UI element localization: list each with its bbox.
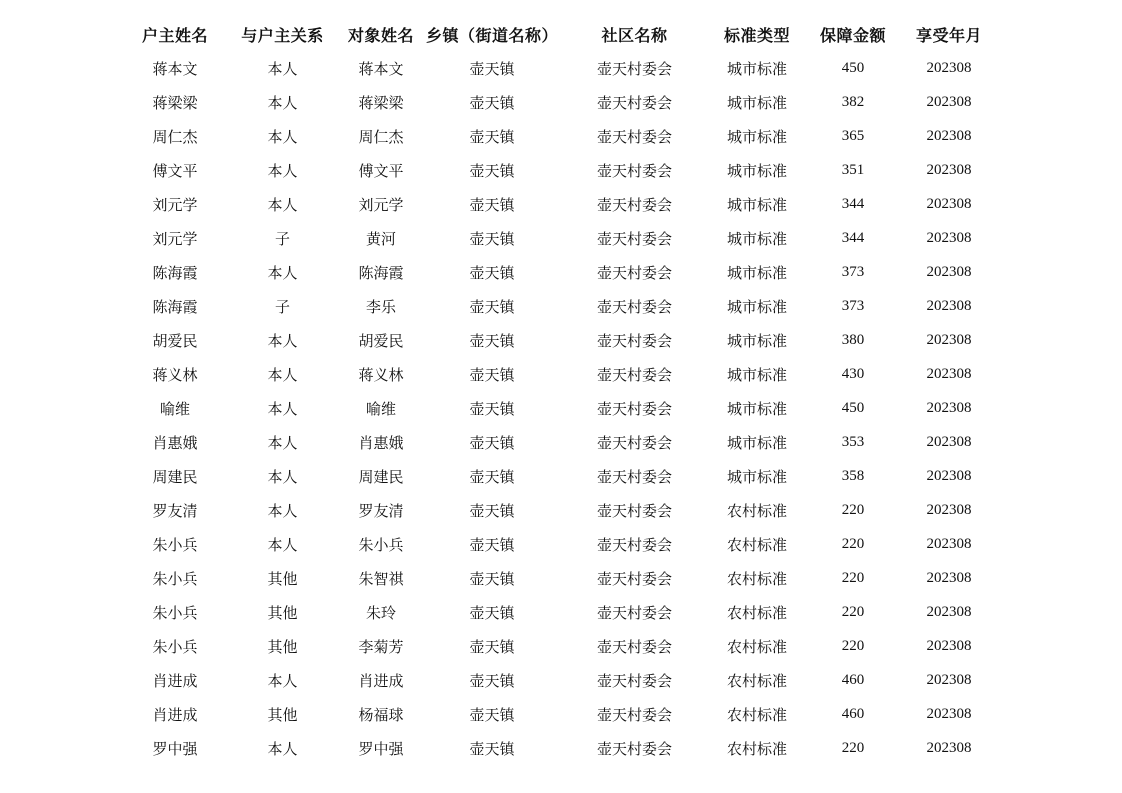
standard-type-cell: 农村标准 bbox=[726, 637, 787, 656]
period-cell: 202308 bbox=[926, 739, 972, 756]
relationship-cell: 子 bbox=[274, 229, 290, 248]
relationship-cell: 本人 bbox=[267, 59, 298, 78]
table-row bbox=[125, 289, 999, 323]
period-cell: 202308 bbox=[926, 637, 972, 654]
recipient-name-cell: 蒋义林 bbox=[358, 365, 404, 384]
period-cell: 202308 bbox=[926, 161, 972, 178]
community-cell: 壶天村委会 bbox=[596, 569, 672, 588]
assistance-table bbox=[125, 17, 999, 765]
recipient-name-cell: 罗中强 bbox=[358, 739, 404, 758]
township-cell: 壶天镇 bbox=[469, 603, 515, 622]
community-cell: 壶天村委会 bbox=[596, 603, 672, 622]
table-row bbox=[125, 323, 999, 357]
township-cell: 壶天镇 bbox=[469, 399, 515, 418]
township-cell: 壶天镇 bbox=[469, 365, 515, 384]
recipient-name-cell: 杨福球 bbox=[358, 705, 404, 724]
household-head-cell: 肖惠娥 bbox=[152, 433, 198, 452]
recipient-name-cell: 傅文平 bbox=[358, 161, 404, 180]
township-cell: 壶天镇 bbox=[469, 297, 515, 316]
period-cell: 202308 bbox=[926, 535, 972, 552]
township-cell: 壶天镇 bbox=[469, 637, 515, 656]
table-row bbox=[125, 493, 999, 527]
household-head-cell: 傅文平 bbox=[152, 161, 198, 180]
recipient-name-cell: 肖惠娥 bbox=[358, 433, 404, 452]
period-cell: 202308 bbox=[926, 467, 972, 484]
community-cell: 壶天村委会 bbox=[596, 399, 672, 418]
amount-cell: 358 bbox=[841, 467, 865, 484]
recipient-name-cell: 蒋梁梁 bbox=[358, 93, 404, 112]
township-cell: 壶天镇 bbox=[469, 705, 515, 724]
relationship-cell: 本人 bbox=[267, 331, 298, 350]
township-cell: 壶天镇 bbox=[469, 671, 515, 690]
standard-type-cell: 农村标准 bbox=[726, 739, 787, 758]
recipient-name-cell: 李乐 bbox=[365, 297, 396, 316]
amount-cell: 220 bbox=[841, 637, 865, 654]
table-header-row bbox=[125, 17, 999, 51]
standard-type-cell: 城市标准 bbox=[726, 467, 787, 486]
amount-cell: 344 bbox=[841, 195, 865, 212]
table-row bbox=[125, 629, 999, 663]
standard-type-cell: 城市标准 bbox=[726, 399, 787, 418]
period-cell: 202308 bbox=[926, 603, 972, 620]
table-row bbox=[125, 459, 999, 493]
recipient-name-cell: 喻维 bbox=[365, 399, 396, 418]
table-row bbox=[125, 221, 999, 255]
standard-type-cell: 城市标准 bbox=[726, 229, 787, 248]
household-head-cell: 胡爱民 bbox=[152, 331, 198, 350]
township-cell: 壶天镇 bbox=[469, 331, 515, 350]
community-cell: 壶天村委会 bbox=[596, 297, 672, 316]
relationship-cell: 本人 bbox=[267, 399, 298, 418]
header-amount: 保障金额 bbox=[819, 25, 886, 45]
recipient-name-cell: 陈海霞 bbox=[358, 263, 404, 282]
amount-cell: 220 bbox=[841, 603, 865, 620]
table-body bbox=[125, 51, 999, 765]
recipient-name-cell: 蒋本文 bbox=[358, 59, 404, 78]
period-cell: 202308 bbox=[926, 195, 972, 212]
standard-type-cell: 城市标准 bbox=[726, 93, 787, 112]
standard-type-cell: 农村标准 bbox=[726, 671, 787, 690]
period-cell: 202308 bbox=[926, 399, 972, 416]
amount-cell: 373 bbox=[841, 263, 865, 280]
community-cell: 壶天村委会 bbox=[596, 59, 672, 78]
table-row bbox=[125, 51, 999, 85]
township-cell: 壶天镇 bbox=[469, 127, 515, 146]
recipient-name-cell: 胡爱民 bbox=[358, 331, 404, 350]
community-cell: 壶天村委会 bbox=[596, 467, 672, 486]
community-cell: 壶天村委会 bbox=[596, 161, 672, 180]
table-row bbox=[125, 527, 999, 561]
household-head-cell: 朱小兵 bbox=[152, 535, 198, 554]
household-head-cell: 肖进成 bbox=[152, 705, 198, 724]
recipient-name-cell: 罗友清 bbox=[358, 501, 404, 520]
standard-type-cell: 城市标准 bbox=[726, 433, 787, 452]
period-cell: 202308 bbox=[926, 569, 972, 586]
recipient-name-cell: 朱小兵 bbox=[358, 535, 404, 554]
household-head-cell: 陈海霞 bbox=[152, 263, 198, 282]
amount-cell: 220 bbox=[841, 569, 865, 586]
community-cell: 壶天村委会 bbox=[596, 93, 672, 112]
standard-type-cell: 城市标准 bbox=[726, 331, 787, 350]
table-row bbox=[125, 561, 999, 595]
relationship-cell: 本人 bbox=[267, 671, 298, 690]
period-cell: 202308 bbox=[926, 93, 972, 110]
header-recipient-name: 对象姓名 bbox=[347, 25, 414, 45]
amount-cell: 220 bbox=[841, 739, 865, 756]
amount-cell: 365 bbox=[841, 127, 865, 144]
amount-cell: 380 bbox=[841, 331, 865, 348]
community-cell: 壶天村委会 bbox=[596, 229, 672, 248]
household-head-cell: 刘元学 bbox=[152, 229, 198, 248]
community-cell: 壶天村委会 bbox=[596, 263, 672, 282]
household-head-cell: 罗中强 bbox=[152, 739, 198, 758]
table-row bbox=[125, 697, 999, 731]
recipient-name-cell: 周仁杰 bbox=[358, 127, 404, 146]
household-head-cell: 喻维 bbox=[159, 399, 190, 418]
relationship-cell: 本人 bbox=[267, 433, 298, 452]
header-standard-type: 标准类型 bbox=[723, 25, 790, 45]
relationship-cell: 本人 bbox=[267, 263, 298, 282]
household-head-cell: 朱小兵 bbox=[152, 637, 198, 656]
header-period: 享受年月 bbox=[915, 25, 982, 45]
table-row bbox=[125, 153, 999, 187]
header-relationship: 与户主关系 bbox=[241, 25, 324, 45]
amount-cell: 450 bbox=[841, 59, 865, 76]
township-cell: 壶天镇 bbox=[469, 569, 515, 588]
period-cell: 202308 bbox=[926, 229, 972, 246]
period-cell: 202308 bbox=[926, 297, 972, 314]
table-row bbox=[125, 85, 999, 119]
period-cell: 202308 bbox=[926, 705, 972, 722]
amount-cell: 382 bbox=[841, 93, 865, 110]
amount-cell: 220 bbox=[841, 535, 865, 552]
recipient-name-cell: 朱玲 bbox=[365, 603, 396, 622]
standard-type-cell: 农村标准 bbox=[726, 569, 787, 588]
community-cell: 壶天村委会 bbox=[596, 331, 672, 350]
table-row bbox=[125, 731, 999, 765]
recipient-name-cell: 肖进成 bbox=[358, 671, 404, 690]
township-cell: 壶天镇 bbox=[469, 433, 515, 452]
township-cell: 壶天镇 bbox=[469, 195, 515, 214]
amount-cell: 351 bbox=[841, 161, 865, 178]
standard-type-cell: 城市标准 bbox=[726, 195, 787, 214]
period-cell: 202308 bbox=[926, 331, 972, 348]
community-cell: 壶天村委会 bbox=[596, 127, 672, 146]
household-head-cell: 蒋本文 bbox=[152, 59, 198, 78]
recipient-name-cell: 刘元学 bbox=[358, 195, 404, 214]
relationship-cell: 本人 bbox=[267, 501, 298, 520]
relationship-cell: 本人 bbox=[267, 739, 298, 758]
period-cell: 202308 bbox=[926, 433, 972, 450]
household-head-cell: 蒋义林 bbox=[152, 365, 198, 384]
community-cell: 壶天村委会 bbox=[596, 535, 672, 554]
amount-cell: 460 bbox=[841, 705, 865, 722]
header-community: 社区名称 bbox=[601, 25, 668, 45]
relationship-cell: 本人 bbox=[267, 195, 298, 214]
standard-type-cell: 农村标准 bbox=[726, 535, 787, 554]
standard-type-cell: 农村标准 bbox=[726, 705, 787, 724]
community-cell: 壶天村委会 bbox=[596, 501, 672, 520]
household-head-cell: 刘元学 bbox=[152, 195, 198, 214]
community-cell: 壶天村委会 bbox=[596, 637, 672, 656]
community-cell: 壶天村委会 bbox=[596, 195, 672, 214]
amount-cell: 450 bbox=[841, 399, 865, 416]
table-row bbox=[125, 357, 999, 391]
amount-cell: 344 bbox=[841, 229, 865, 246]
period-cell: 202308 bbox=[926, 365, 972, 382]
township-cell: 壶天镇 bbox=[469, 501, 515, 520]
relationship-cell: 本人 bbox=[267, 535, 298, 554]
period-cell: 202308 bbox=[926, 59, 972, 76]
standard-type-cell: 农村标准 bbox=[726, 501, 787, 520]
standard-type-cell: 城市标准 bbox=[726, 127, 787, 146]
community-cell: 壶天村委会 bbox=[596, 365, 672, 384]
table-row bbox=[125, 187, 999, 221]
household-head-cell: 蒋梁梁 bbox=[152, 93, 198, 112]
table-row bbox=[125, 663, 999, 697]
relationship-cell: 其他 bbox=[267, 603, 298, 622]
standard-type-cell: 城市标准 bbox=[726, 297, 787, 316]
township-cell: 壶天镇 bbox=[469, 739, 515, 758]
household-head-cell: 肖进成 bbox=[152, 671, 198, 690]
township-cell: 壶天镇 bbox=[469, 229, 515, 248]
relationship-cell: 本人 bbox=[267, 127, 298, 146]
household-head-cell: 罗友清 bbox=[152, 501, 198, 520]
recipient-name-cell: 朱智祺 bbox=[358, 569, 404, 588]
community-cell: 壶天村委会 bbox=[596, 739, 672, 758]
household-head-cell: 周仁杰 bbox=[152, 127, 198, 146]
recipient-name-cell: 周建民 bbox=[358, 467, 404, 486]
community-cell: 壶天村委会 bbox=[596, 705, 672, 724]
amount-cell: 353 bbox=[841, 433, 865, 450]
table-row bbox=[125, 425, 999, 459]
household-head-cell: 朱小兵 bbox=[152, 603, 198, 622]
relationship-cell: 本人 bbox=[267, 365, 298, 384]
header-township: 乡镇（街道名称） bbox=[425, 25, 558, 45]
standard-type-cell: 农村标准 bbox=[726, 603, 787, 622]
township-cell: 壶天镇 bbox=[469, 535, 515, 554]
amount-cell: 430 bbox=[841, 365, 865, 382]
standard-type-cell: 城市标准 bbox=[726, 263, 787, 282]
relationship-cell: 本人 bbox=[267, 161, 298, 180]
header-household-head: 户主姓名 bbox=[141, 25, 208, 45]
standard-type-cell: 城市标准 bbox=[726, 365, 787, 384]
amount-cell: 220 bbox=[841, 501, 865, 518]
township-cell: 壶天镇 bbox=[469, 467, 515, 486]
standard-type-cell: 城市标准 bbox=[726, 161, 787, 180]
household-head-cell: 陈海霞 bbox=[152, 297, 198, 316]
recipient-name-cell: 李菊芳 bbox=[358, 637, 404, 656]
amount-cell: 373 bbox=[841, 297, 865, 314]
community-cell: 壶天村委会 bbox=[596, 433, 672, 452]
relationship-cell: 其他 bbox=[267, 705, 298, 724]
community-cell: 壶天村委会 bbox=[596, 671, 672, 690]
period-cell: 202308 bbox=[926, 127, 972, 144]
relationship-cell: 本人 bbox=[267, 467, 298, 486]
township-cell: 壶天镇 bbox=[469, 263, 515, 282]
period-cell: 202308 bbox=[926, 263, 972, 280]
relationship-cell: 本人 bbox=[267, 93, 298, 112]
township-cell: 壶天镇 bbox=[469, 161, 515, 180]
household-head-cell: 周建民 bbox=[152, 467, 198, 486]
table-row bbox=[125, 255, 999, 289]
recipient-name-cell: 黄河 bbox=[365, 229, 396, 248]
household-head-cell: 朱小兵 bbox=[152, 569, 198, 588]
relationship-cell: 其他 bbox=[267, 569, 298, 588]
period-cell: 202308 bbox=[926, 501, 972, 518]
standard-type-cell: 城市标准 bbox=[726, 59, 787, 78]
relationship-cell: 子 bbox=[274, 297, 290, 316]
township-cell: 壶天镇 bbox=[469, 59, 515, 78]
period-cell: 202308 bbox=[926, 671, 972, 688]
township-cell: 壶天镇 bbox=[469, 93, 515, 112]
table-row bbox=[125, 391, 999, 425]
table-row bbox=[125, 119, 999, 153]
relationship-cell: 其他 bbox=[267, 637, 298, 656]
amount-cell: 460 bbox=[841, 671, 865, 688]
table-row bbox=[125, 595, 999, 629]
